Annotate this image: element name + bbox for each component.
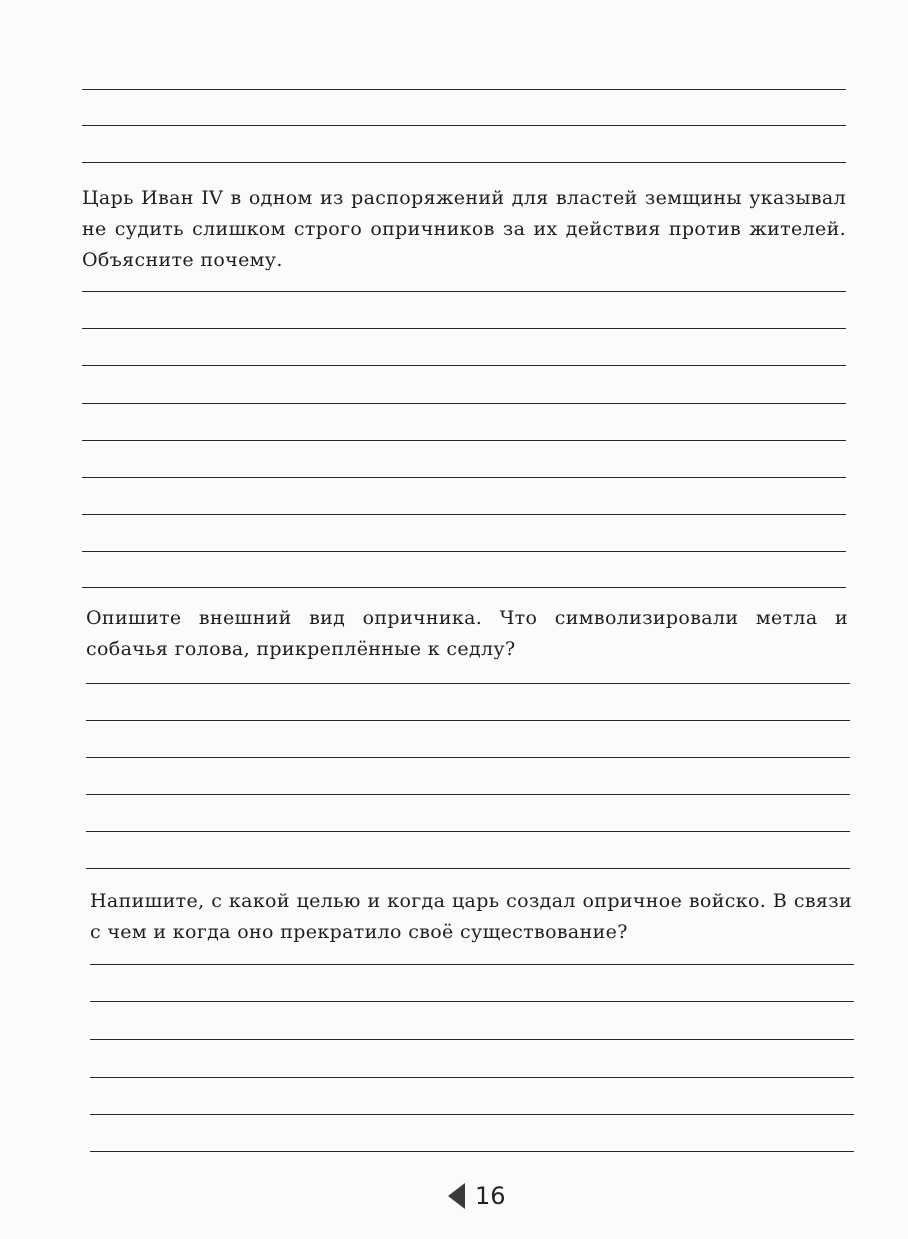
answer-line[interactable] [82,514,846,515]
answer-line [82,89,846,90]
answer-line[interactable] [82,403,846,404]
answer-line[interactable] [86,868,850,869]
answer-line[interactable] [82,551,846,552]
answer-line [82,162,846,163]
answer-line[interactable] [90,964,854,965]
question-1-text: Царь Иван IV в одном из распоряжений для властей земщины указывал не судить слишком строго опричников за их действия против жителей. Объясните почему. [82,187,846,271]
answer-line[interactable] [86,794,850,795]
answer-line[interactable] [90,1151,854,1152]
page-number: 16 [475,1182,506,1210]
question-2-text: Опишите внешний вид опричника. Что символизировали метла и собачья голова, прикреплённые к седлу? [86,607,848,660]
question-3-text: Напишите, с какой целью и когда царь создал опричное войско. В связи с чем и когда оно прекратило своё существование? [90,890,852,943]
answer-line[interactable] [86,757,850,758]
answer-line[interactable] [82,291,846,292]
answer-line[interactable] [82,365,846,366]
answer-line[interactable] [90,1039,854,1040]
left-triangle-icon [448,1183,465,1209]
answer-line[interactable] [86,683,850,684]
page-footer [448,1182,506,1210]
answer-line[interactable] [90,1114,854,1115]
answer-line [82,125,846,126]
answer-line[interactable] [82,328,846,329]
answer-line[interactable] [82,440,846,441]
answer-line[interactable] [90,1077,854,1078]
answer-line[interactable] [82,477,846,478]
answer-line[interactable] [90,1001,854,1002]
answer-line[interactable] [86,831,850,832]
answer-line[interactable] [86,720,850,721]
answer-line[interactable] [82,587,846,588]
